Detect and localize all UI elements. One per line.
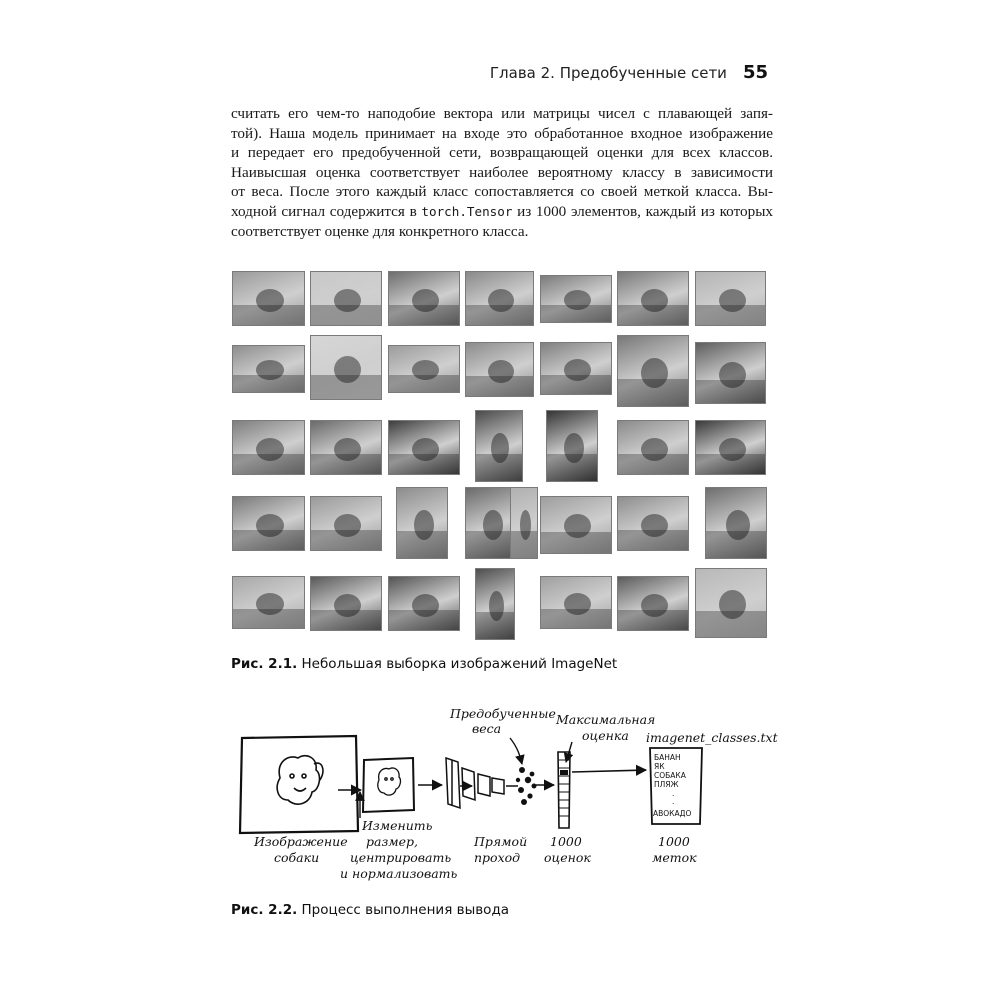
- photo-subject: [489, 591, 504, 621]
- label-labels-2: меток: [652, 850, 697, 865]
- label-scores-2: оценок: [544, 850, 591, 865]
- photo-dog-on-grass: [540, 496, 612, 554]
- photo-subject: [256, 438, 284, 461]
- figure-1-caption: [231, 656, 617, 672]
- dog-face-icon: [277, 756, 323, 805]
- photo-subject: [334, 514, 361, 537]
- label-resize-1: Изменить: [362, 818, 433, 833]
- photo-subject: [641, 358, 668, 388]
- photo-tiger: [617, 420, 689, 475]
- photo-dog-with-hat: [546, 410, 598, 482]
- class-labels-sheet: [650, 748, 702, 824]
- photo-subject: [334, 356, 361, 383]
- photo-person-on-lawn: [232, 271, 305, 326]
- photo-house-with-tree: [540, 576, 612, 629]
- body-line: считать его чем-то наподобие вектора или матрицы чисел с плавающей запя-: [231, 105, 773, 122]
- running-head: [230, 62, 768, 88]
- body-line: от веса. После этого каждый класс сопоставляется со своей меткой класса. Вы-: [231, 183, 773, 201]
- photo-subject: [719, 289, 746, 312]
- inline-code: torch.Tensor: [421, 203, 513, 219]
- weights-cluster-icon: [516, 767, 537, 805]
- photo-owl-in-tree: [388, 271, 460, 326]
- photo-flowers: [310, 576, 382, 631]
- photo-glass-bowl: [310, 271, 382, 326]
- figure-2-caption: [231, 902, 509, 918]
- figure-2-label: Рис. 2.2.: [231, 902, 298, 918]
- photo-subject: [256, 289, 284, 312]
- photo-kangaroo: [232, 496, 305, 551]
- photo-subject: [564, 514, 591, 538]
- photo-subject: [412, 289, 439, 312]
- dog-face-small-icon: [378, 768, 401, 795]
- label-forward-1: Прямой: [474, 834, 528, 849]
- weights-pointer-arrow: [510, 738, 522, 764]
- class-label: БАНАН: [654, 753, 681, 762]
- page-number: 55: [742, 62, 768, 83]
- photo-subject: [564, 290, 591, 310]
- photo-subject: [334, 438, 361, 461]
- photo-subject: [488, 360, 514, 383]
- photo-subject: [719, 590, 746, 619]
- photo-subject: [334, 289, 361, 312]
- photo-subject: [564, 593, 591, 615]
- label-dog-image-1: Изображение: [254, 834, 348, 849]
- class-label: .: [672, 797, 675, 806]
- body-line: Наивысшая оценка соответствует наиболее вероятному классу в зависимости: [231, 163, 773, 181]
- body-line: [231, 202, 773, 222]
- label-pretrained-2: веса: [472, 721, 502, 736]
- photo-subject: [564, 433, 584, 463]
- label-labels-1: 1000: [658, 834, 690, 849]
- body-line: соответствует оценке для конкретного класса.: [231, 222, 529, 240]
- photo-subject: [412, 360, 439, 380]
- photo-apples: [540, 275, 612, 323]
- photo-subject: [412, 594, 439, 617]
- photo-subject: [256, 360, 284, 380]
- photo-subject: [520, 510, 531, 540]
- photo-subject: [726, 510, 750, 540]
- figure-1-caption-text: Небольшая выборка изображений ImageNet: [297, 656, 618, 672]
- photo-bird-on-grass: [310, 496, 382, 551]
- label-dog-image-2: собаки: [274, 850, 320, 865]
- label-resize-4: и нормализовать: [340, 866, 458, 881]
- photo-house: [232, 576, 305, 629]
- arrow-to-class-file: [572, 770, 646, 772]
- inference-process-diagram: [228, 700, 788, 885]
- photo-girl-with-toy: [396, 487, 448, 559]
- photo-pond-trees: [310, 420, 382, 475]
- photo-room-interior: [388, 420, 460, 475]
- label-pretrained-1: Предобученные: [450, 706, 556, 721]
- photo-subject: [719, 438, 746, 461]
- class-label: АВОКАДО: [653, 809, 692, 818]
- figure-2-caption-text: Процесс выполнения вывода: [297, 902, 510, 918]
- photo-man-with-food: [617, 335, 689, 407]
- photo-subject: [412, 438, 439, 461]
- label-resize-3: центрировать: [350, 850, 452, 865]
- photo-subject: [256, 514, 284, 537]
- photo-palm-building: [310, 335, 382, 400]
- figure-1-label: Рис. 2.1.: [231, 656, 298, 672]
- body-paragraph: [231, 104, 773, 241]
- body-line-part: ходной сигнал содержится в: [231, 202, 422, 220]
- photo-firewood: [617, 576, 689, 631]
- photo-people-at-table: [617, 496, 689, 551]
- class-label: СОБАКА: [654, 771, 686, 780]
- photo-subject: [641, 594, 668, 617]
- label-max-2: оценка: [582, 728, 629, 743]
- photo-subject: [256, 593, 284, 615]
- photo-telephone: [475, 410, 523, 482]
- photo-chalkboard-sign: [475, 568, 515, 640]
- photo-dog-and-puppy: [540, 342, 612, 395]
- photo-compass-rose-tile: [695, 568, 767, 638]
- resized-image-frame: [360, 758, 414, 818]
- photo-subject: [488, 289, 514, 312]
- photo-dog-portrait: [232, 420, 305, 475]
- photo-subject: [414, 510, 434, 540]
- label-classes-file: imagenet_classes.txt: [646, 730, 778, 745]
- class-label: .: [672, 789, 675, 798]
- photo-salad-plate: [705, 487, 767, 559]
- photo-chair-and-dog: [695, 271, 766, 326]
- body-line-part: из 1000 элементов, каждый из которых: [512, 202, 773, 220]
- photo-subject: [483, 510, 503, 540]
- class-label: ПЛЯЖ: [654, 780, 679, 789]
- photo-subject: [491, 433, 509, 463]
- photo-subject: [641, 514, 668, 537]
- chapter-title: Глава 2. Предобученные сети: [489, 64, 727, 82]
- label-scores-1: 1000: [550, 834, 582, 849]
- photo-frog: [695, 420, 766, 475]
- photo-subject: [334, 594, 361, 617]
- photo-wagon: [388, 345, 460, 393]
- photo-vase-flowers: [388, 576, 460, 631]
- network-layers-icon: [446, 758, 518, 808]
- label-resize-2: размер,: [366, 834, 419, 849]
- photo-subject: [719, 362, 746, 388]
- photo-subject: [641, 438, 668, 461]
- body-line: той). Наша модель принимает на входе это обработанное входное изображение: [231, 124, 773, 142]
- photo-dog-outdoors: [617, 271, 689, 326]
- photo-dogs-on-grass: [465, 271, 534, 326]
- photo-ruler-and-bottle: [510, 487, 538, 559]
- photo-subject: [564, 359, 591, 381]
- dog-image-frame: [240, 736, 358, 833]
- photo-horse-cart: [232, 345, 305, 393]
- photo-subject: [641, 289, 668, 312]
- photo-dog-in-grass: [465, 342, 534, 397]
- photo-oysters: [695, 342, 766, 404]
- label-forward-2: проход: [474, 850, 521, 865]
- class-label: ЯК: [654, 762, 665, 771]
- scores-column-icon: [558, 752, 570, 828]
- body-line: и передает его предобученной сети, возвращающей оценки для всех классов.: [231, 144, 773, 162]
- label-max-1: Максимальная: [556, 712, 656, 727]
